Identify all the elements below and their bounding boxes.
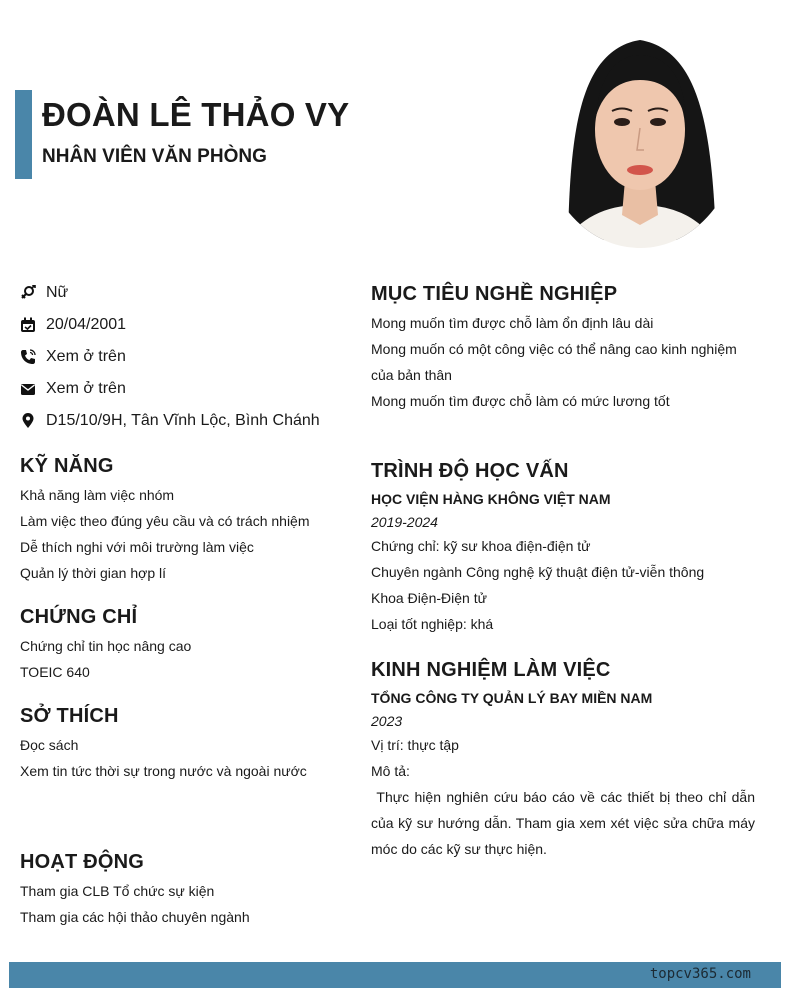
education-heading: TRÌNH ĐỘ HỌC VẤN (371, 460, 569, 482)
objective-item: Mong muốn tìm được chỗ làm có mức lương tốt (371, 393, 670, 409)
contact-phone-value: Xem ở trên (46, 348, 126, 365)
certificates-heading: CHỨNG CHỈ (20, 606, 138, 628)
education-detail: Loại tốt nghiệp: khá (371, 616, 494, 632)
objective-heading: MỤC TIÊU NGHỀ NGHIỆP (371, 283, 618, 305)
skill-item: Dễ thích nghi với môi trường làm việc (20, 539, 254, 555)
contact-info (20, 277, 350, 437)
experience-period: 2023 (371, 713, 403, 729)
contact-gender-value: Nữ (46, 284, 69, 301)
experience-description-label: Mô tả: (371, 763, 410, 779)
contact-email (20, 373, 350, 405)
phone-icon (20, 349, 36, 365)
experience-heading: KINH NGHIỆM LÀM VIỆC (371, 659, 611, 681)
activities-section (20, 851, 350, 930)
hobby-item: Đọc sách (20, 737, 79, 753)
contact-address-value: D15/10/9H, Tân Vĩnh Lộc, Bình Chánh (46, 412, 320, 429)
education-school: HỌC VIỆN HÀNG KHÔNG VIỆT NAM (371, 491, 611, 507)
contact-phone (20, 341, 350, 373)
contact-birthday (20, 309, 350, 341)
activity-item: Tham gia các hội thảo chuyên ngành (20, 909, 250, 925)
certificate-item: TOEIC 640 (20, 664, 90, 680)
skills-section (20, 455, 350, 586)
hobby-item: Xem tin tức thời sự trong nước và ngoài nước (20, 763, 307, 779)
education-section (371, 460, 755, 637)
skill-item: Quản lý thời gian hợp lí (20, 565, 166, 581)
contact-email-value: Xem ở trên (46, 380, 126, 397)
education-detail: Khoa Điện-Điện tử (371, 590, 487, 606)
activity-item: Tham gia CLB Tổ chức sự kiện (20, 883, 215, 899)
experience-position: Vị trí: thực tập (371, 737, 459, 753)
contact-gender (20, 277, 350, 309)
activities-heading: HOẠT ĐỘNG (20, 851, 145, 873)
skills-heading: KỸ NĂNG (20, 455, 114, 477)
contact-address (20, 405, 350, 437)
calendar-icon (20, 317, 36, 333)
profile-photo-portrait (540, 10, 740, 248)
certificate-item: Chứng chỉ tin học nâng cao (20, 638, 192, 654)
objective-item: Mong muốn tìm được chỗ làm ổn định lâu dài (371, 315, 654, 331)
contact-birthday-value: 20/04/2001 (46, 316, 127, 333)
education-period: 2019-2024 (371, 514, 438, 530)
objective-section (371, 283, 755, 414)
hobbies-heading: SỞ THÍCH (20, 705, 119, 727)
education-detail: Chuyên ngành Công nghệ kỹ thuật điện tử-viễn thông (371, 564, 705, 580)
experience-description: Thực hiện nghiên cứu báo cáo về các thiết bị theo chỉ dẫn của kỹ sư hướng dẫn. Tham gia xem xét việc sửa chữa máy móc do các kỹ sư thực hiện. (371, 789, 759, 857)
education-detail: Chứng chỉ: kỹ sư khoa điện-điện tử (371, 538, 591, 554)
experience-section (371, 659, 759, 862)
profile-photo (540, 10, 740, 248)
certificates-section (20, 606, 350, 685)
skill-item: Khả năng làm việc nhóm (20, 487, 175, 503)
header-accent-bar (15, 90, 32, 179)
footer-bar (9, 962, 781, 988)
job-title: NHÂN VIÊN VĂN PHÒNG (42, 146, 267, 167)
location-icon (20, 413, 36, 429)
gender-icon (20, 285, 36, 301)
hobbies-section (20, 705, 350, 784)
email-icon (20, 381, 36, 397)
footer-site: topcv365.com (649, 966, 751, 982)
candidate-name: ĐOÀN LÊ THẢO VY (42, 96, 350, 133)
skill-item: Làm việc theo đúng yêu cầu và có trách nhiệm (20, 513, 310, 529)
objective-item: Mong muốn có một công việc có thể nâng cao kinh nghiệm của bản thân (371, 341, 737, 383)
experience-company: TỔNG CÔNG TY QUẢN LÝ BAY MIỀN NAM (371, 690, 653, 706)
